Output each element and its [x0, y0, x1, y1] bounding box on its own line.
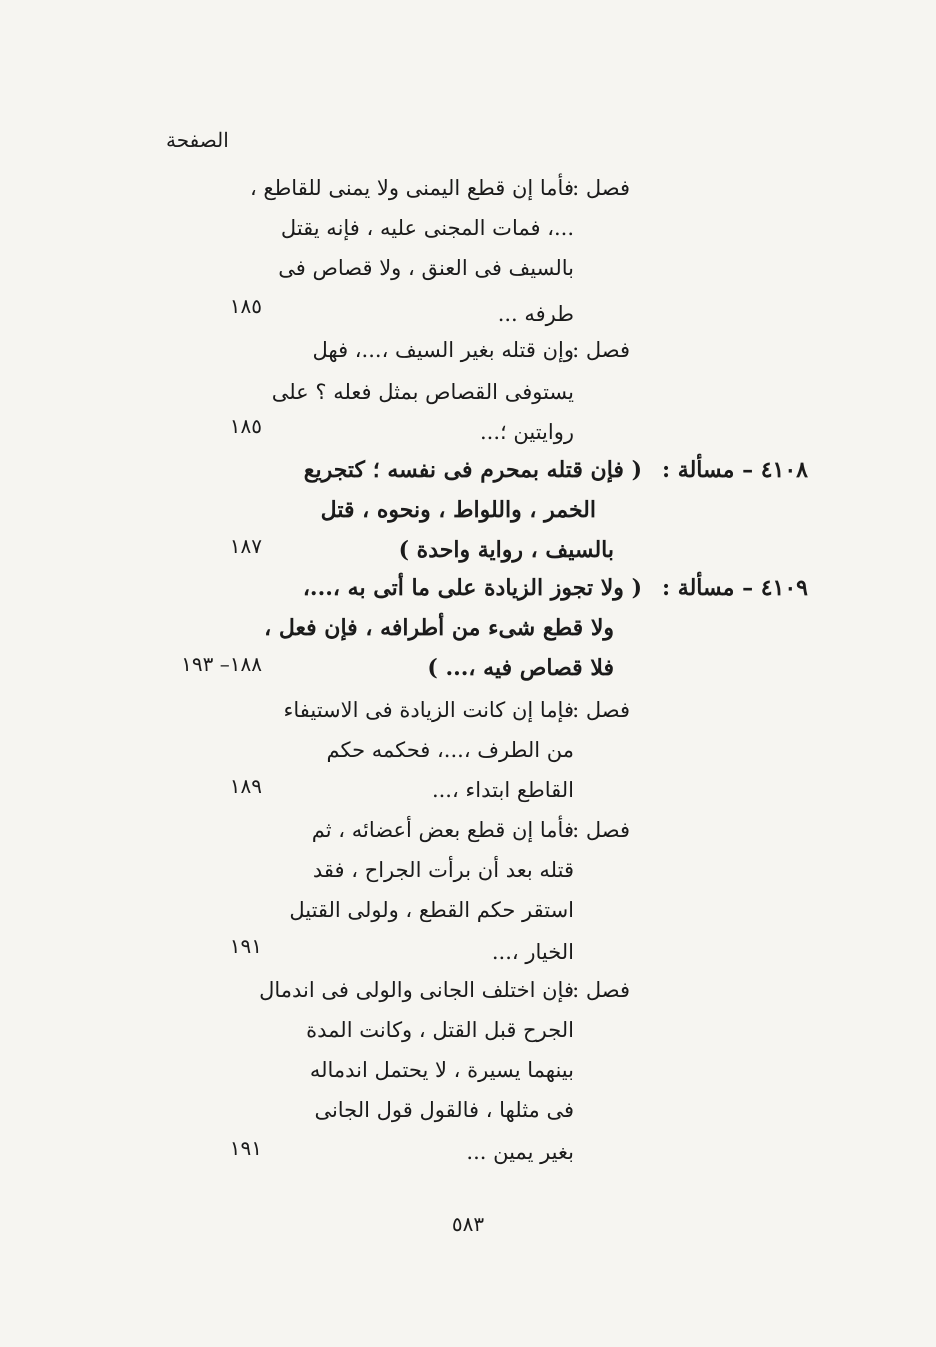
entry-text-line: فلا قصاص فيه ،... ) — [427, 655, 614, 681]
page-number: ٥٨٣ — [451, 1212, 485, 1236]
entry-label: فصل : — [572, 338, 630, 362]
entry-text-line: ولا قطع شىء من أطرافه ، فإن فعل ، — [264, 615, 614, 641]
entry-text-line: ...، فمات المجنى عليه ، فإنه يقتل — [280, 216, 574, 240]
entry-text-line: فإن اختلف الجانى والولى فى اندمال — [259, 978, 574, 1002]
entry-text-line: فإما إن كانت الزيادة فى الاستيفاء — [283, 698, 574, 722]
page-reference: ١٨٧ — [229, 534, 262, 558]
entry-label: ٤١٠٨ – مسألة : — [662, 457, 808, 483]
entry-text-line: الجرح قبل القتل ، وكانت المدة — [306, 1018, 574, 1042]
entry-text-line: قتله بعد أن برأت الجراح ، فقد — [312, 858, 574, 882]
entry-label: فصل : — [572, 818, 630, 842]
entry-text-line: القاطع ابتداء ،... — [431, 778, 574, 802]
entry-text-line: من الطرف ،...، فحكمه حكم — [326, 738, 574, 762]
entry-text-line: فى مثلها ، فالقول قول الجانى — [314, 1098, 574, 1122]
entry-text-line: طرفه ... — [497, 302, 574, 326]
entry-text-line: بغير يمين ... — [466, 1140, 574, 1164]
entry-text-line: روايتين ؛... — [480, 420, 574, 444]
page-reference: ١٨٥ — [229, 414, 262, 438]
entry-text-line: فأما إن قطع بعض أعضائه ، ثم — [311, 818, 574, 842]
entry-text-line: ( فإن قتله بمحرم فى نفسه ؛ كتجريع — [303, 457, 642, 483]
entry-text-line: وإن قتله بغير السيف ،...، فهل — [312, 338, 574, 362]
page-column-header: الصفحة — [166, 128, 229, 152]
entry-label: فصل : — [572, 176, 630, 200]
entry-label: فصل : — [572, 698, 630, 722]
entry-text-line: بالسيف ، رواية واحدة ) — [398, 537, 614, 563]
page-reference: ١٩١ — [229, 1136, 262, 1160]
entry-text-line: فأما إن قطع اليمنى ولا يمنى للقاطع ، — [249, 176, 574, 200]
entry-text-line: استقر حكم القطع ، ولولى القتيل — [289, 898, 574, 922]
entry-text-line: الخمر ، واللواط ، ونحوه ، قتل — [320, 497, 596, 523]
page-reference: ١٨٨– ١٩٣ — [181, 652, 262, 676]
page-reference: ١٨٩ — [229, 774, 262, 798]
entry-text-line: بالسيف فى العنق ، ولا قصاص فى — [278, 256, 574, 280]
entry-text-line: الخيار ،... — [491, 940, 574, 964]
entry-text-line: ( ولا تجوز الزيادة على ما أتى به ،...، — [302, 575, 642, 601]
entry-text-line: بينهما يسيرة ، لا يحتمل اندماله — [309, 1058, 574, 1082]
page-reference: ١٨٥ — [229, 294, 262, 318]
page-reference: ١٩١ — [229, 934, 262, 958]
entry-label: ٤١٠٩ – مسألة : — [662, 575, 808, 601]
entry-label: فصل : — [572, 978, 630, 1002]
entry-text-line: يستوفى القصاص بمثل فعله ؟ على — [271, 380, 574, 404]
